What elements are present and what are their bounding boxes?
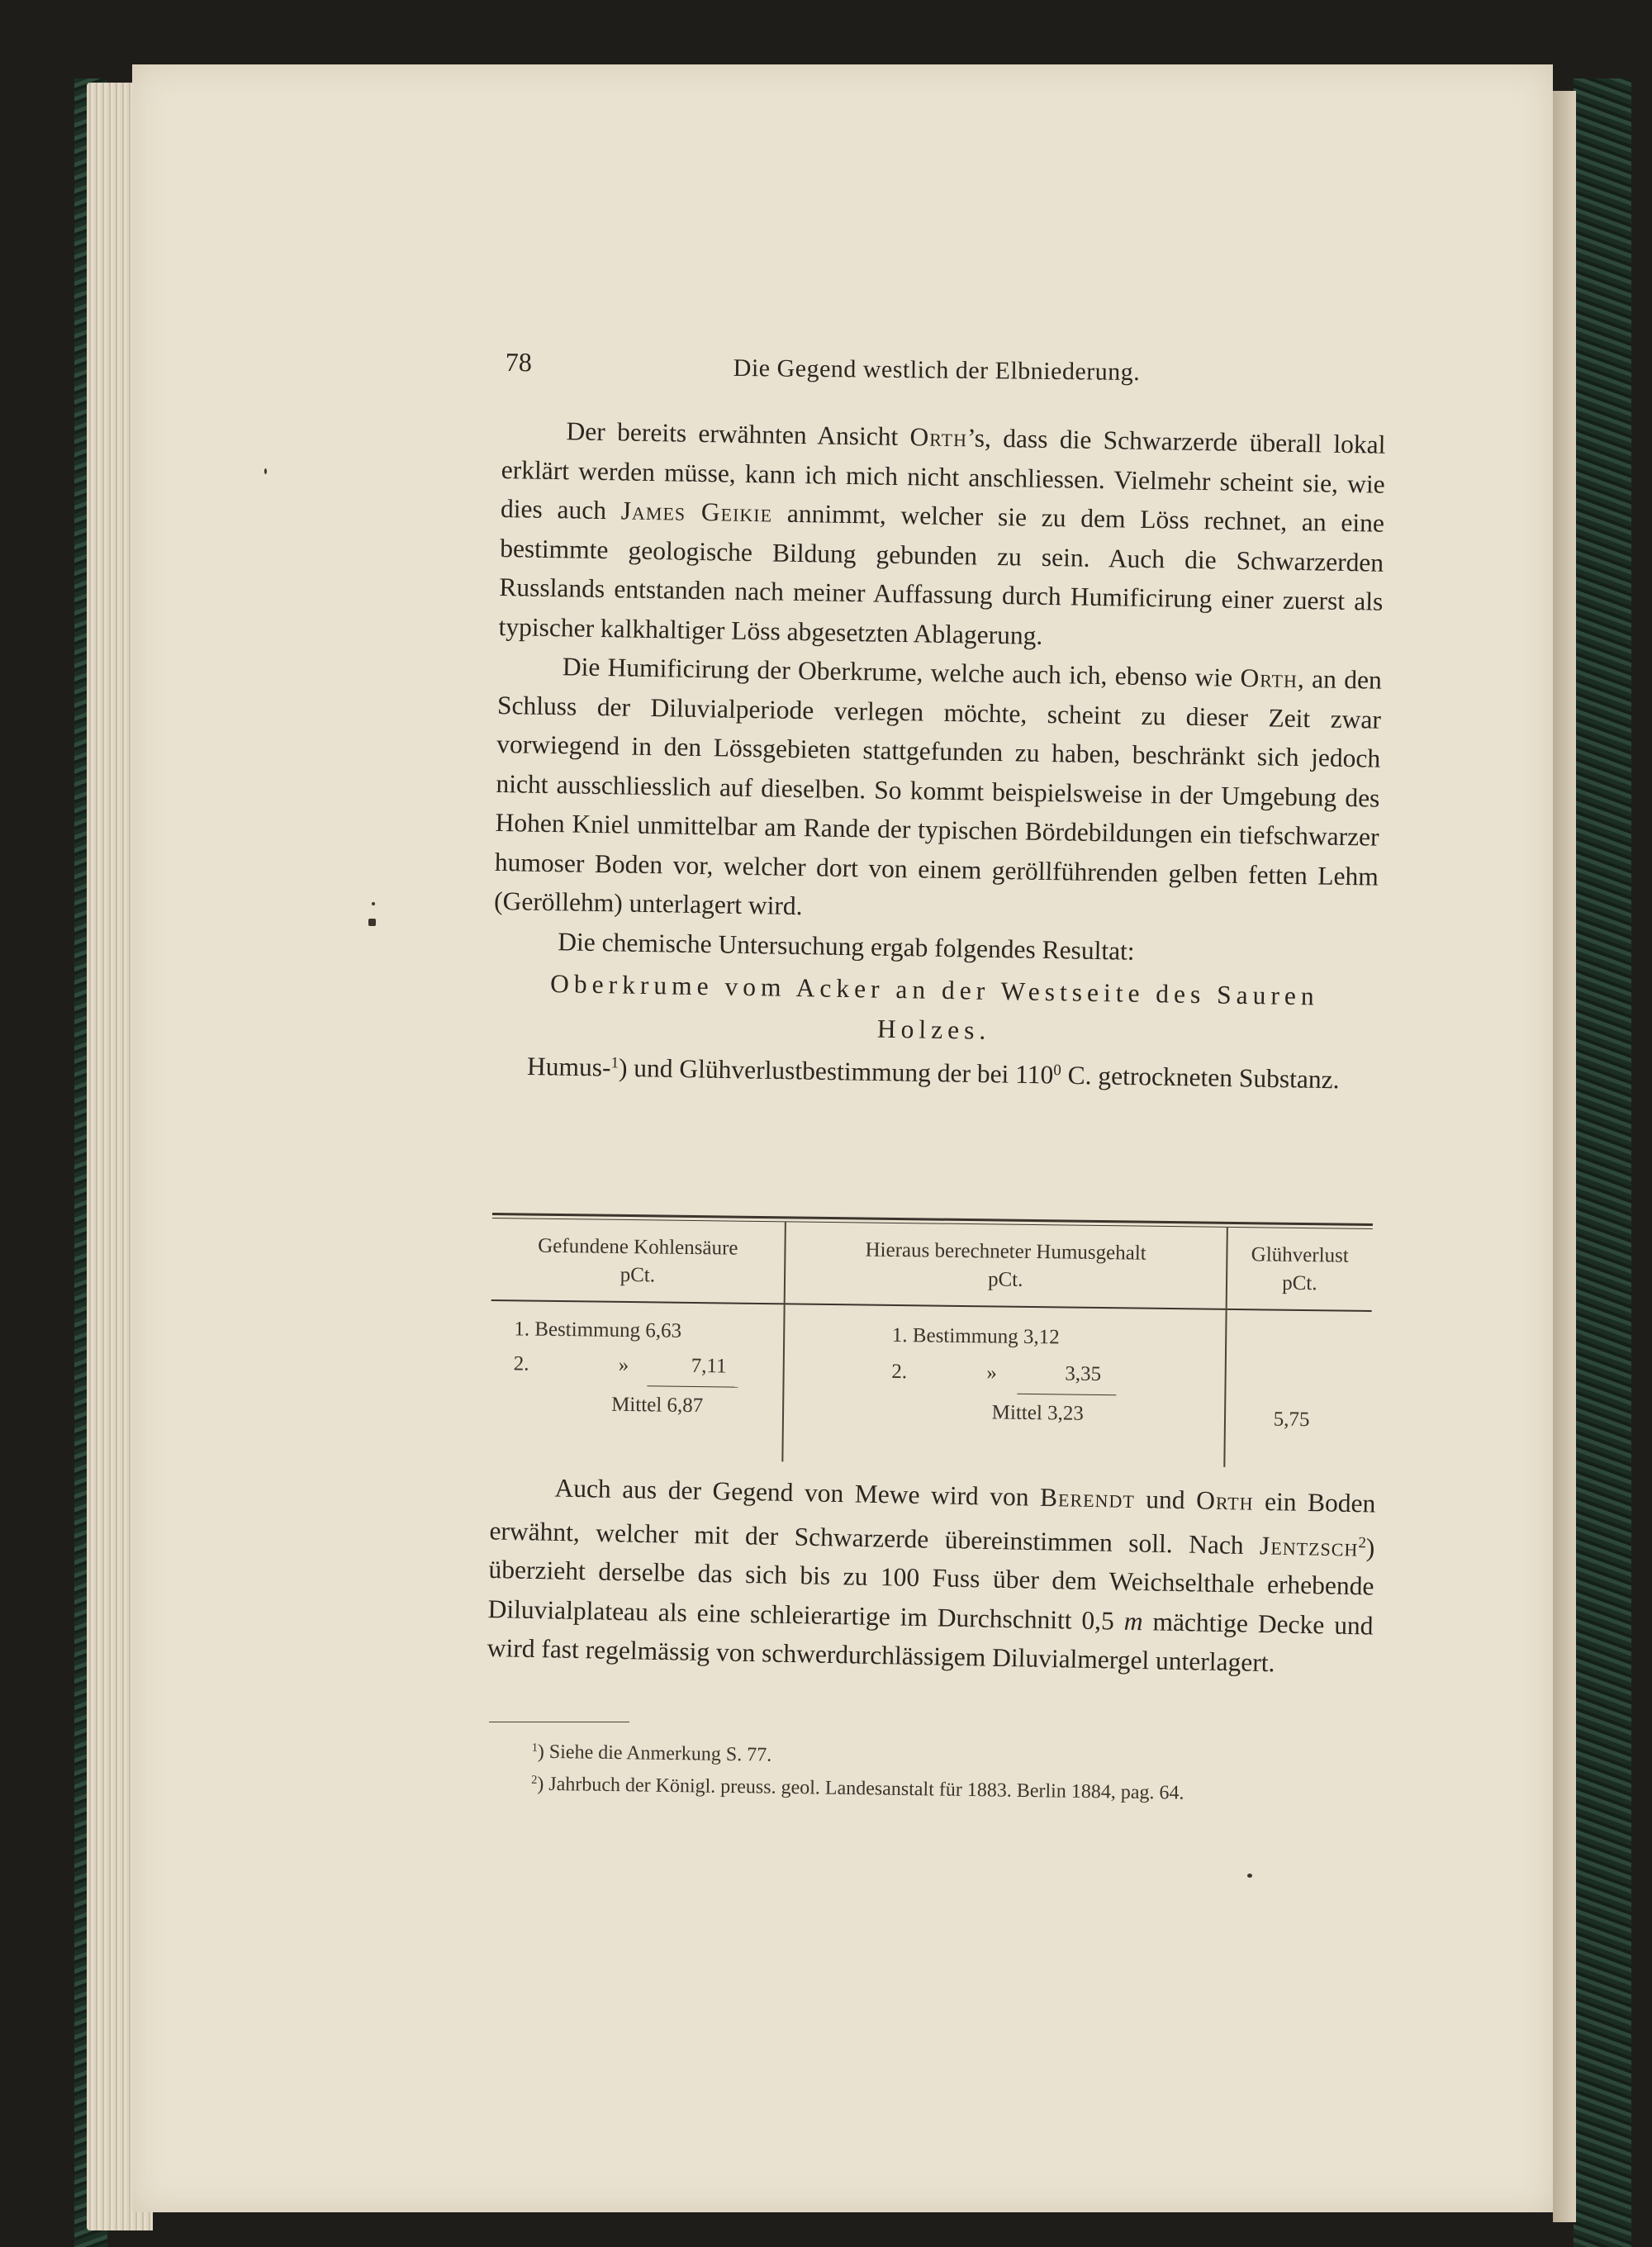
table-cell: 1. Bestimmung 6,63 <box>514 1318 682 1342</box>
author-geikie: James Geikie <box>620 496 773 528</box>
table-cell: 3,35 <box>1065 1362 1102 1386</box>
author-orth: Orth <box>1240 663 1298 694</box>
book-page <box>132 64 1553 2212</box>
sum-rule <box>1017 1394 1116 1395</box>
table-body <box>489 1301 1371 1469</box>
header-humusgehalt: Hieraus berechneter Humusgehalt pCt. <box>785 1222 1227 1309</box>
footnote-2: $^2$) Jahrbuch der Königl. preuss. geol. Landesanstalt für 1883. Berlin 1884, pag. 64. <box>531 1773 1184 1804</box>
footnote-1: $^1$) Siehe die Anmerkung S. 77. <box>531 1741 772 1766</box>
main-text <box>491 411 1385 1100</box>
sum-rule <box>647 1385 738 1387</box>
table-cell-mean: Mittel 3,23 <box>991 1401 1085 1425</box>
paragraph-4: Auch aus der Gegend von Mewe wird von Berendt und Orth ein Boden erwähnt, welcher mit der Schwarzerde übereinstimmen soll. Nach Jentzsch$^2$) überzieht derselbe das sich bis zu 100 Fuss über dem Weichselthale erhebende Diluvialplateau als eine schleierartige im Durchschnitt 0,5 m mächtige Decke und wird fast regelmässig von schwerdurchlässigem Diluvialmergel unterlagert. <box>487 1473 1376 1678</box>
analysis-heading: Humus-$^1$) und Glühverlustbestimmung der bei $110^0$ C. getrockneten Substanz. <box>526 1052 1340 1095</box>
table-cell: 1. Bestimmung 3,12 <box>891 1323 1060 1349</box>
facing-page-edge <box>1553 91 1576 2222</box>
running-title: Die Gegend westlich der Elbniederung. <box>733 354 1141 387</box>
main-text-continued <box>487 1467 1375 1684</box>
table-cell: 5,75 <box>1273 1408 1310 1432</box>
header-kohlensaeure: Gefundene Kohlensäure pCt. <box>491 1219 786 1303</box>
table-cell: 7,11 <box>691 1354 727 1378</box>
page-number: 78 <box>505 347 532 378</box>
margin-mark <box>368 919 376 926</box>
ink-speck <box>1247 1874 1252 1878</box>
book-cover-right-edge <box>1574 78 1631 2247</box>
margin-mark <box>264 468 267 474</box>
results-table <box>489 1213 1373 1469</box>
paragraph-1: Der bereits erwähnten Ansicht Orth’s, dass die Schwarzerde überall lokal erklärt werden müsse, kann ich mich nicht anschliessen. Vielmehr scheint sie, wie dies auch James Geikie annimmt, welcher sie zu dem Löss rechnet, an eine bestimmte geologische Bildung gebunden zu sein. Auch die Schwarzerden Russlands entstanden nach meiner Auffassung durch Humificirung einer zuerst als typischer kalkhaltiger Löss abgesetzten Ablagerung. <box>498 416 1386 650</box>
author-orth: Orth <box>909 422 968 453</box>
column-gluehverlust <box>1225 1310 1372 1469</box>
paragraph-2: Die Humificirung der Oberkrume, welche auch ich, ebenso wie Orth, an den Schluss der Diluvialperiode verlegen möchte, scheint zu dieser Zeit zwar vorwiegend in den Lössgebieten stattgefunden zu haben, beschränkt sich jedoch nicht ausschliesslich auf dieselben. So kommt beispielsweise in der Umgebung des Hohen Kniel unmittelbar am Rande der typischen Bördebildungen ein tiefschwarzer humoser Boden vor, welcher dort von einem geröllführenden gelben fetten Lehm (Geröllehm) unterlagert wird. <box>493 652 1383 921</box>
paragraph-3: Die chemische Untersuchung ergab folgendes Resultat: <box>558 926 1135 966</box>
table-cell: 2. <box>513 1352 529 1375</box>
author-jentzsch: Jentzsch <box>1259 1530 1359 1562</box>
author-orth: Orth <box>1195 1485 1254 1516</box>
author-berendt: Berendt <box>1039 1482 1136 1513</box>
sample-heading: Oberkrume vom Acker an der Westseite des Sauren Holzes. <box>549 969 1319 1045</box>
footnotes <box>488 1733 1373 1810</box>
margin-mark <box>372 902 375 905</box>
ditto-mark: » <box>986 1361 998 1385</box>
table-cell-mean: Mittel 6,87 <box>611 1393 704 1418</box>
table-cell: 2. <box>891 1360 908 1384</box>
column-kohlensaeure <box>489 1301 785 1461</box>
column-humusgehalt <box>783 1304 1227 1467</box>
ditto-mark: » <box>618 1353 629 1377</box>
table-header <box>491 1219 1373 1310</box>
header-gluehverlust: Glühverlust pCt. <box>1251 1243 1349 1295</box>
